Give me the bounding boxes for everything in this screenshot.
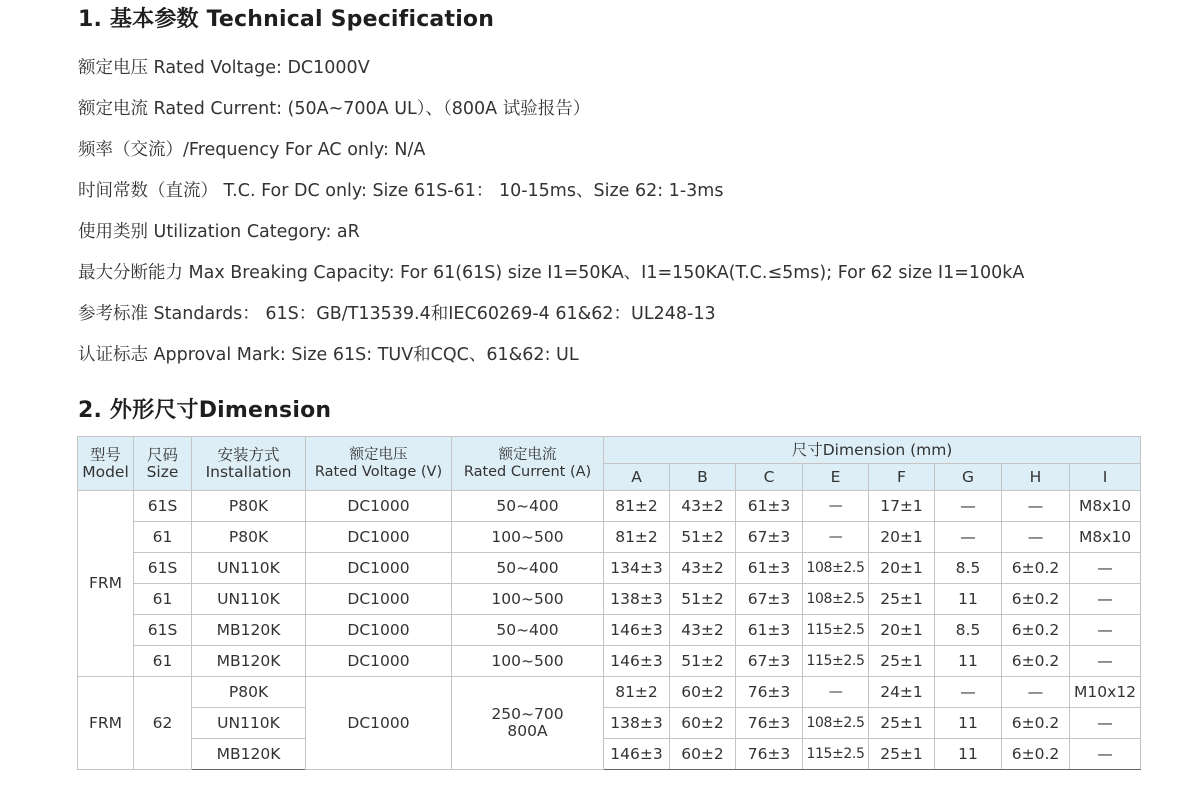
installation-cell: UN110K — [192, 553, 306, 584]
header-model: 型号 Model — [78, 437, 134, 491]
dim-b-cell: 51±2 — [670, 646, 736, 677]
current-cell: 50~400 — [452, 615, 604, 646]
dim-i-cell: — — [1070, 584, 1141, 615]
spec-frequency: 频率（交流）/Frequency For AC only: N/A — [78, 140, 426, 160]
dim-e-cell: — — [803, 491, 869, 522]
dim-f-cell: 20±1 — [869, 522, 935, 553]
dim-i-cell: — — [1070, 708, 1141, 739]
dim-i-cell: M10x12 — [1070, 677, 1141, 708]
dim-e-cell: — — [803, 677, 869, 708]
table-row — [78, 646, 1141, 677]
dim-c-cell: 76±3 — [736, 739, 803, 770]
dim-h-cell: — — [1002, 491, 1070, 522]
dim-e-cell: 115±2.5 — [803, 739, 869, 770]
current-cell: 100~500 — [452, 646, 604, 677]
dim-f-cell: 25±1 — [869, 584, 935, 615]
dim-h-cell: 6±0.2 — [1002, 708, 1070, 739]
header-col-g: G — [935, 464, 1002, 491]
dim-i-cell: — — [1070, 615, 1141, 646]
dim-c-cell: 61±3 — [736, 553, 803, 584]
voltage-cell: DC1000 — [306, 522, 452, 553]
table-row — [78, 677, 1141, 708]
size-cell: 61S — [134, 491, 192, 522]
dim-b-cell: 60±2 — [670, 708, 736, 739]
size-cell: 61S — [134, 615, 192, 646]
table-row — [78, 553, 1141, 584]
dim-h-cell: 6±0.2 — [1002, 739, 1070, 770]
spec-approval-mark: 认证标志 Approval Mark: Size 61S: TUV和CQC、61&62: UL — [78, 345, 579, 365]
voltage-cell: DC1000 — [306, 491, 452, 522]
dim-f-cell: 25±1 — [869, 739, 935, 770]
dim-a-cell: 146±3 — [604, 615, 670, 646]
dim-b-cell: 51±2 — [670, 522, 736, 553]
size-cell: 61 — [134, 584, 192, 615]
dim-g-cell: — — [935, 677, 1002, 708]
dim-g-cell: 8.5 — [935, 615, 1002, 646]
header-col-c: C — [736, 464, 803, 491]
current-cell: 50~400 — [452, 491, 604, 522]
dim-a-cell: 138±3 — [604, 584, 670, 615]
header-installation: 安装方式 Installation — [192, 437, 306, 491]
dim-i-cell: — — [1070, 739, 1141, 770]
dim-i-cell: M8x10 — [1070, 491, 1141, 522]
dim-b-cell: 60±2 — [670, 739, 736, 770]
installation-cell: UN110K — [192, 584, 306, 615]
dim-e-cell: 115±2.5 — [803, 615, 869, 646]
dim-b-cell: 43±2 — [670, 553, 736, 584]
dim-a-cell: 134±3 — [604, 553, 670, 584]
dim-e-cell: 108±2.5 — [803, 553, 869, 584]
dim-h-cell: 6±0.2 — [1002, 553, 1070, 584]
header-col-a: A — [604, 464, 670, 491]
table-row — [78, 584, 1141, 615]
header-col-i: I — [1070, 464, 1141, 491]
dim-c-cell: 76±3 — [736, 677, 803, 708]
header-rated-current: 额定电流 Rated Current (A) — [452, 437, 604, 491]
table-row — [78, 739, 1141, 770]
spec-rated-voltage: 额定电压 Rated Voltage: DC1000V — [78, 58, 370, 78]
dimension-table — [77, 436, 1141, 770]
size-cell: 61 — [134, 646, 192, 677]
header-col-h: H — [1002, 464, 1070, 491]
size-cell: 61 — [134, 522, 192, 553]
dim-g-cell: 11 — [935, 584, 1002, 615]
header-dimension: 尺寸Dimension (mm) — [604, 437, 1141, 464]
dim-b-cell: 51±2 — [670, 584, 736, 615]
installation-cell: MB120K — [192, 615, 306, 646]
voltage-cell: DC1000 — [306, 553, 452, 584]
dim-c-cell: 67±3 — [736, 584, 803, 615]
current-cell: 100~500 — [452, 584, 604, 615]
installation-cell: P80K — [192, 522, 306, 553]
dim-a-cell: 138±3 — [604, 708, 670, 739]
dim-i-cell: M8x10 — [1070, 522, 1141, 553]
dim-b-cell: 43±2 — [670, 615, 736, 646]
dim-e-cell: 108±2.5 — [803, 584, 869, 615]
section2-title: 2. 外形尺寸Dimension — [78, 398, 332, 423]
installation-cell: P80K — [192, 677, 306, 708]
dim-f-cell: 25±1 — [869, 646, 935, 677]
dim-a-cell: 81±2 — [604, 677, 670, 708]
size-cell: 62 — [134, 677, 192, 770]
dim-c-cell: 76±3 — [736, 708, 803, 739]
dim-b-cell: 60±2 — [670, 677, 736, 708]
installation-cell: P80K — [192, 491, 306, 522]
dim-g-cell: 11 — [935, 739, 1002, 770]
header-col-f: F — [869, 464, 935, 491]
dim-a-cell: 146±3 — [604, 646, 670, 677]
size-cell: 61S — [134, 553, 192, 584]
dim-g-cell: — — [935, 522, 1002, 553]
voltage-cell: DC1000 — [306, 615, 452, 646]
dim-a-cell: 146±3 — [604, 739, 670, 770]
dim-f-cell: 20±1 — [869, 615, 935, 646]
model-cell: FRM — [78, 491, 134, 677]
dim-g-cell: 8.5 — [935, 553, 1002, 584]
dim-c-cell: 61±3 — [736, 491, 803, 522]
table-row — [78, 708, 1141, 739]
header-col-e: E — [803, 464, 869, 491]
header-col-b: B — [670, 464, 736, 491]
dim-f-cell: 17±1 — [869, 491, 935, 522]
dim-i-cell: — — [1070, 646, 1141, 677]
dim-b-cell: 43±2 — [670, 491, 736, 522]
dim-e-cell: — — [803, 522, 869, 553]
current-cell: 250~700 800A — [452, 677, 604, 770]
table-row — [78, 615, 1141, 646]
dim-g-cell: 11 — [935, 708, 1002, 739]
model-cell: FRM — [78, 677, 134, 770]
dim-c-cell: 67±3 — [736, 522, 803, 553]
dim-a-cell: 81±2 — [604, 491, 670, 522]
table-row — [78, 491, 1141, 522]
installation-cell: MB120K — [192, 739, 306, 770]
header-size: 尺码 Size — [134, 437, 192, 491]
installation-cell: MB120K — [192, 646, 306, 677]
dim-g-cell: — — [935, 491, 1002, 522]
dim-a-cell: 81±2 — [604, 522, 670, 553]
current-cell: 50~400 — [452, 553, 604, 584]
header-rated-voltage: 额定电压 Rated Voltage (V) — [306, 437, 452, 491]
dim-c-cell: 61±3 — [736, 615, 803, 646]
dim-h-cell: 6±0.2 — [1002, 584, 1070, 615]
spec-standards: 参考标准 Standards： 61S：GB/T13539.4和IEC60269-4 61&62：UL248-13 — [78, 304, 716, 324]
dim-h-cell: — — [1002, 677, 1070, 708]
voltage-cell: DC1000 — [306, 677, 452, 770]
spec-utilization-category: 使用类别 Utilization Category: aR — [78, 222, 360, 242]
dim-e-cell: 115±2.5 — [803, 646, 869, 677]
installation-cell: UN110K — [192, 708, 306, 739]
dim-e-cell: 108±2.5 — [803, 708, 869, 739]
dim-f-cell: 24±1 — [869, 677, 935, 708]
voltage-cell: DC1000 — [306, 584, 452, 615]
spec-max-breaking-capacity: 最大分断能力 Max Breaking Capacity: For 61(61S) size I1=50KA、I1=150KA(T.C.≤5ms); For 62 size I1=100kA — [78, 263, 1025, 283]
spec-rated-current: 额定电流 Rated Current: (50A~700A UL）、（800A 试验报告） — [78, 99, 591, 119]
dim-f-cell: 20±1 — [869, 553, 935, 584]
current-cell: 100~500 — [452, 522, 604, 553]
dim-h-cell: 6±0.2 — [1002, 615, 1070, 646]
spec-time-constant: 时间常数（直流） T.C. For DC only: Size 61S-61： 10-15ms、Size 62: 1-3ms — [78, 181, 724, 201]
section1-title: 1. 基本参数 Technical Specification — [78, 7, 495, 32]
dim-c-cell: 67±3 — [736, 646, 803, 677]
dim-i-cell: — — [1070, 553, 1141, 584]
dim-h-cell: — — [1002, 522, 1070, 553]
dim-g-cell: 11 — [935, 646, 1002, 677]
voltage-cell: DC1000 — [306, 646, 452, 677]
table-row — [78, 522, 1141, 553]
dim-f-cell: 25±1 — [869, 708, 935, 739]
dim-h-cell: 6±0.2 — [1002, 646, 1070, 677]
